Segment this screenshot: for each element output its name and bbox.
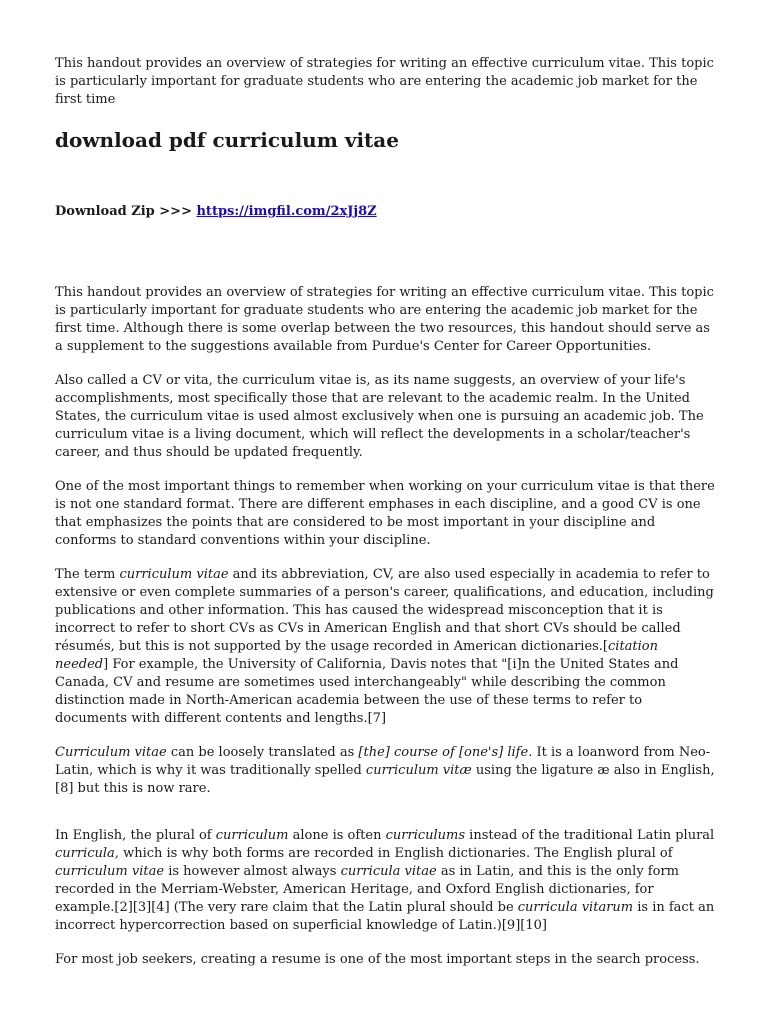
p4-text-a: The term [55, 567, 120, 582]
p6-italic-h: curriculum vitae [55, 864, 165, 879]
p4-citation-needed: citation needed [55, 639, 659, 672]
p5-text-b: can be loosely translated as [166, 745, 359, 760]
p6-text-m: is in fact an incorrect hypercorrection based on superficial knowledge of Latin.)[9][10] [55, 900, 715, 933]
page-title: download pdf curriculum vitae [55, 128, 399, 152]
p6-text-c: alone is often [288, 828, 386, 843]
body-paragraph-5 [55, 744, 715, 798]
body-paragraph-7: For most job seekers, creating a resume is one of the most important steps in the search process. [55, 952, 700, 967]
document-page [55, 55, 715, 985]
p5-text-d: . It is a loanword from Neo-Latin, which is why it was traditionally spelled [55, 745, 711, 778]
p4-italic-term: curriculum vitae [119, 567, 229, 582]
p6-text-i: is however almost always [164, 864, 341, 879]
body-paragraph-2: Also called a CV or vita, the curriculum vitae is, as its name suggests, an overview of your life's accomplishments, most specifically those that are relevant to the academic realm. In the United States, the curriculum vitae is used almost exclusively when one is pursuing an academic job. The curriculum vitae is a living document, which will reflect the developments in a scholar/teacher's career, and thus should be updated frequently. [55, 373, 704, 460]
p5-italic-e: curriculum vitæ [365, 763, 472, 778]
p6-text-e: instead of the traditional Latin plural [465, 828, 715, 843]
p6-italic-f: curricula, [55, 846, 119, 861]
p6-italic-d: curriculums [385, 828, 466, 843]
p6-italic-l: curricula vitarum [517, 900, 634, 915]
download-label: Download Zip >>> [55, 204, 197, 219]
p5-italic-a: Curriculum vitae [55, 745, 167, 760]
p4-text-c: and its abbreviation, CV, are also used especially in academia to refer to extensive or even complete summaries of a person's career, qualifications, and education, including publications and other information. This has caused the widespread misconception that it is incorrect to refer to short CVs as CVs in American English and that short CVs should be called résumés, but this is not supported by the usage recorded in American dictionaries.[ [55, 567, 714, 654]
p4-text-e: ] For example, the University of California, Davis notes that "[i]n the United States and Canada, CV and resume are sometimes used interchangeably" while describing the common distinction made in North-American academia between the use of these terms to refer to documents with different contents and lengths.[7] [55, 657, 679, 726]
p6-text-a: In English, the plural of [55, 828, 216, 843]
download-link[interactable]: https://imgfil.com/2xJj8Z [196, 204, 377, 219]
p5-text-f: using the ligature æ also in English,[8] but this is now rare. [55, 763, 715, 796]
p6-italic-j: curricula vitae [340, 864, 437, 879]
p6-text-k: as in Latin, and this is the only form recorded in the Merriam-Webster, American Heritage, and Oxford English dictionaries, for example.[2][3][4] (The very rare claim that the Latin plural should be [55, 864, 679, 915]
p6-text-g: which is why both forms are recorded in English dictionaries. The English plural of [118, 846, 673, 861]
intro-paragraph: This handout provides an overview of strategies for writing an effective curriculum vitae. This topic is particularly important for graduate students who are entering the academic job market for the first time [55, 56, 714, 107]
body-paragraph-4 [55, 566, 715, 728]
body-paragraph-1: This handout provides an overview of strategies for writing an effective curriculum vitae. This topic is particularly important for graduate students who are entering the academic job market for the first time. Although there is some overlap between the two resources, this handout should serve as a supplement to the suggestions available from Purdue's Center for Career Opportunities. [55, 285, 714, 354]
p6-italic-b: curriculum [215, 828, 289, 843]
body-paragraph-6 [55, 827, 715, 935]
body-paragraph-3: One of the most important things to remember when working on your curriculum vitae is that there is not one standard format. There are different emphases in each discipline, and a good CV is one that emphasizes the points that are considered to be most important in your discipline and conforms to standard conventions within your discipline. [55, 479, 715, 548]
p5-italic-c: [the] course of [one's] life [358, 745, 529, 760]
download-line [55, 203, 715, 221]
